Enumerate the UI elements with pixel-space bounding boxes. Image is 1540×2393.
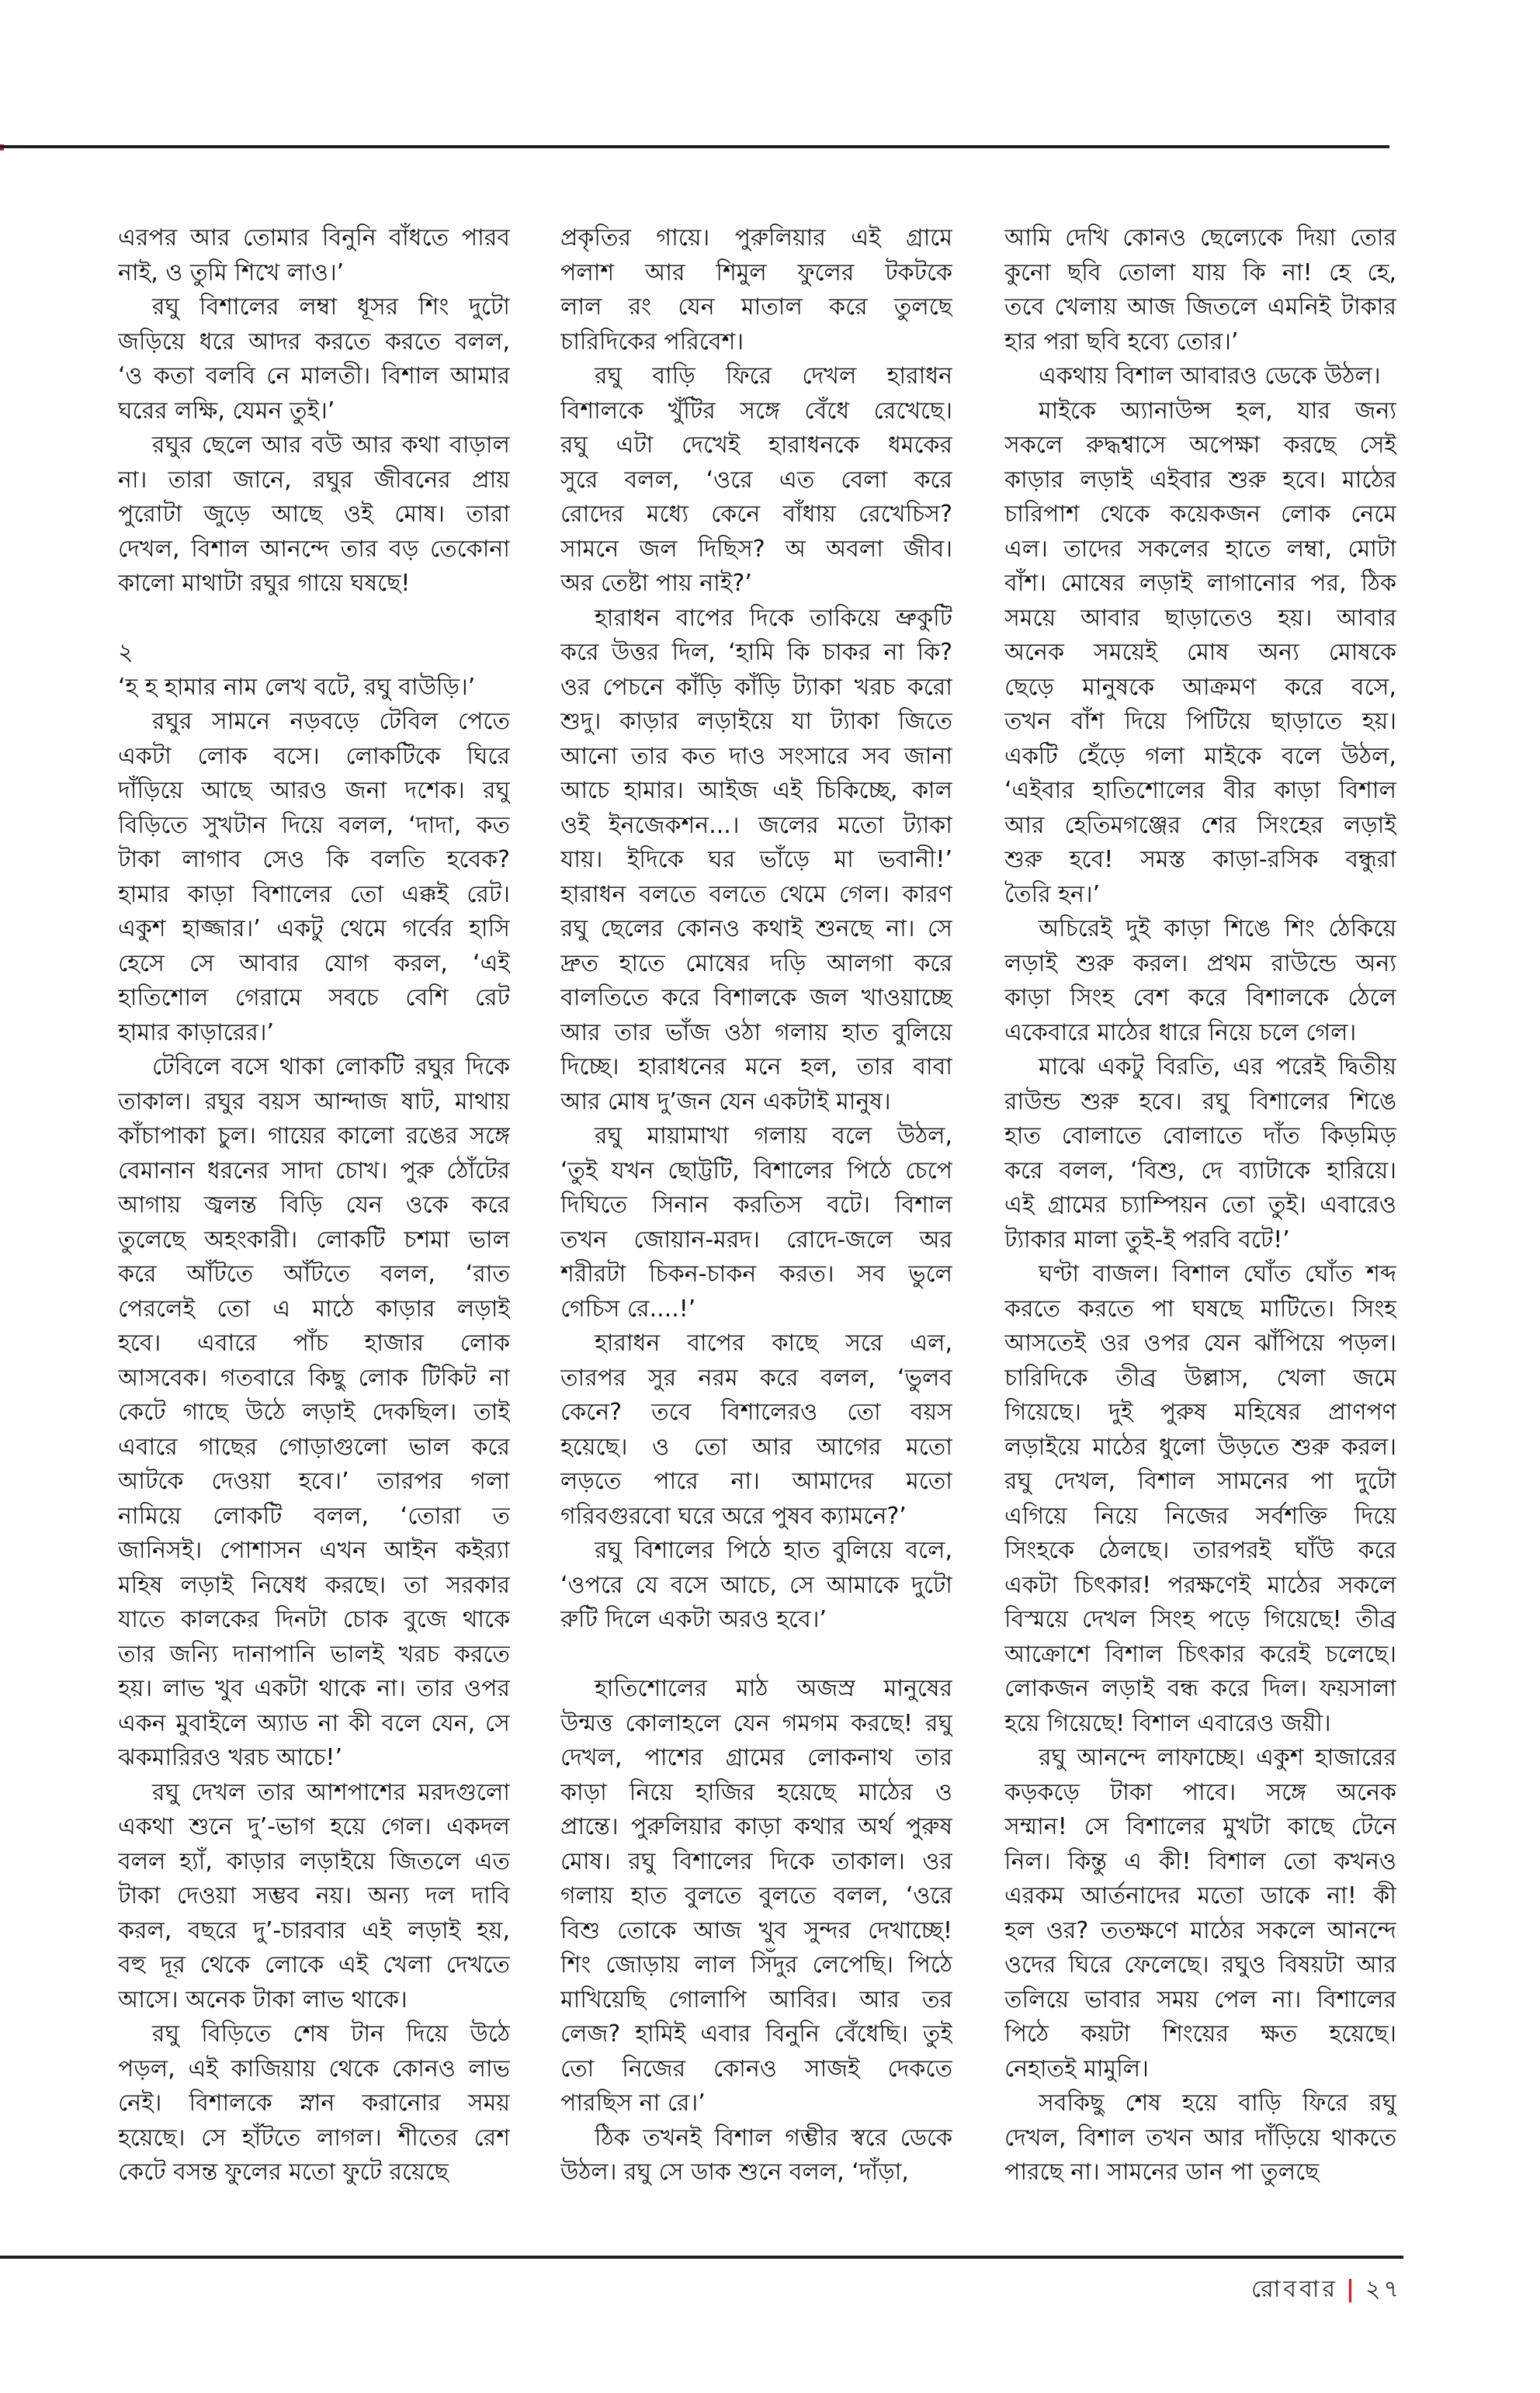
text-line: হামার কাড়া বিশালের তো এক্কই রেট। bbox=[118, 880, 510, 908]
text-line: আচে হামার। আইজ এই চিকিচ্ছে, কাল bbox=[560, 777, 952, 804]
text-line: পুরোটা জুড়ে আছে ওই মোষ। তারা bbox=[118, 501, 510, 528]
text-line: হয়ে গিয়েছে! বিশাল এবারেও জয়ী। bbox=[1004, 1709, 1331, 1737]
text-line: ওর পেচনে কাঁড়ি কাঁড়ি ট্যাকা খরচ করো bbox=[560, 673, 952, 701]
text-line: এল। তাদের সকলের হাতে লম্বা, মোটা bbox=[1004, 535, 1396, 563]
text-line: টাকা লাগাব সেও কি বলতি হবেক? bbox=[118, 846, 510, 873]
paragraph bbox=[1004, 1741, 1396, 2086]
text-line: লোকজন লড়াই বন্ধ করে দিল। ফয়সালা bbox=[1004, 1675, 1396, 1702]
text-line: চারিদিকে তীব্র উল্লাস, খেলা জমে bbox=[1004, 1364, 1396, 1392]
text-line: পেরলেই তো এ মাঠে কাড়ার লড়াই bbox=[118, 1295, 510, 1323]
text-line: তুলেছে অহংকারী। লোকটি চশমা ভাল bbox=[118, 1226, 510, 1254]
paragraph bbox=[118, 221, 510, 290]
paragraph bbox=[560, 1534, 952, 1638]
text-line: হারাধন বাপের দিকে তাকিয়ে ভ্রুকুটি bbox=[595, 604, 952, 632]
paragraph bbox=[1004, 394, 1396, 913]
paragraph bbox=[118, 1050, 510, 1776]
text-line: তারপর সুর নরম করে বলল, ‘ভুলব bbox=[560, 1364, 952, 1392]
text-line: টাকা দেওয়া সম্ভব নয়। অন্য দল দাবি bbox=[118, 1882, 510, 1909]
text-line: দাঁড়িয়ে আছে আরও জনা দশেক। রঘু bbox=[118, 777, 510, 804]
paragraph bbox=[118, 2017, 510, 2190]
text-line: নিল। কিন্তু এ কী! বিশাল তো কখনও bbox=[1004, 1847, 1396, 1875]
text-line: কড়কড়ে টাকা পাবে। সঙ্গে অনেক bbox=[1004, 1778, 1396, 1806]
text-line: কেটে গাছে উঠে লড়াই দেকছিল। তাই bbox=[118, 1399, 510, 1426]
text-line: প্রকৃতির গায়ে। পুরুলিয়ার এই গ্রামে bbox=[560, 224, 952, 251]
text-line: লড়াইয়ে মাঠের ধুলো উড়তে শুরু করল। bbox=[1004, 1433, 1396, 1461]
text-line: ‘হ হ হামার নাম লেখ বটে, রঘু বাউড়ি।’ bbox=[118, 673, 476, 701]
text-line: একথা শুনে দু’-ভাগ হয়ে গেল। একদল bbox=[118, 1813, 510, 1840]
text-line: হার পরা ছবি হব্যে তোর।’ bbox=[1004, 328, 1239, 355]
text-line: ঝকমারিরও খরচ আচে!’ bbox=[118, 1744, 342, 1771]
text-line: একুশ হাজ্জার।’ একটু থেমে গর্বের হাসি bbox=[118, 915, 510, 942]
text-line: ‘এইবার হাতিশোলের বীর কাড়া বিশাল bbox=[1004, 777, 1396, 804]
text-line: হবে। এবারে পাঁচ হাজার লোক bbox=[118, 1330, 510, 1357]
text-line: হামার কাড়ারের।’ bbox=[118, 1018, 274, 1046]
text-line: যায়। ইদিকে ঘর ভাঁড়ে মা ভবানী!’ bbox=[560, 846, 952, 873]
text-line: কাড়া নিয়ে হাজির হয়েছে মাঠের ও bbox=[560, 1778, 952, 1806]
paragraph bbox=[118, 290, 510, 428]
paragraph bbox=[1004, 1050, 1396, 1257]
text-line: মাঝে একটু বিরতি, এর পরেই দ্বিতীয় bbox=[1039, 1053, 1396, 1080]
text-line: আটকে দেওয়া হবে।’ তারপর গলা bbox=[118, 1468, 510, 1495]
page-number: ২৭ bbox=[1365, 2276, 1402, 2303]
text-line: নেহাতই মামুলি। bbox=[1004, 2055, 1149, 2083]
paragraph bbox=[1004, 359, 1396, 394]
text-line: পিঠে কয়টা শিংয়ের ক্ষত হয়েছে। bbox=[1004, 2020, 1396, 2048]
text-line: আর মোষ দু’জন যেন একটাই মানুষ। bbox=[560, 1087, 891, 1115]
text-line: রোদের মধ্যে কেনে বাঁধায় রেখেচিস? bbox=[560, 501, 952, 528]
article-column-2 bbox=[560, 221, 952, 2190]
text-line: মহিষ লড়াই নিষেধ করছে। তা সরকার bbox=[118, 1571, 510, 1599]
text-line: আক্রোশে বিশাল চিৎকার করেই চলেছে। bbox=[1004, 1640, 1396, 1668]
text-line: একন মুবাইলে অ্যাড না কী বলে যেন, সে bbox=[118, 1709, 510, 1737]
text-line: কেনে? তবে বিশালেরও তো বয়স bbox=[560, 1399, 952, 1426]
paragraph bbox=[118, 428, 510, 602]
paragraph bbox=[560, 1672, 952, 2121]
text-line: অনেক সময়েই মোষ অন্য মোষকে bbox=[1004, 639, 1396, 666]
paragraph bbox=[560, 1327, 952, 1534]
text-line: ট্যাকার মালা তুই-ই পরবি বটে!’ bbox=[1004, 1226, 1290, 1254]
text-line: পলাশ আর শিমুল ফুলের টকটকে bbox=[560, 258, 952, 286]
text-line bbox=[118, 602, 510, 636]
text-line: হাতিশোল গেরামে সবচে বেশি রেট bbox=[118, 984, 510, 1011]
text-line: আমি দেখি কোনও ছেল্যেকে দিয়া তোর bbox=[1004, 224, 1396, 251]
text-line: লড়তে পারে না। আমাদের মতো bbox=[560, 1468, 952, 1495]
text-line: টেবিলে বসে থাকা লোকটি রঘুর দিকে bbox=[152, 1053, 510, 1080]
text-line: গরিবগুরবো ঘরে অরে পুষব ক্যামনে?’ bbox=[560, 1502, 907, 1530]
text-line: রুটি দিলে একটা অরও হবে।’ bbox=[560, 1606, 827, 1633]
text-line: পারছে না। সামনের ডান পা তুলছে bbox=[1004, 2159, 1320, 2186]
paragraph bbox=[118, 636, 510, 671]
text-line: রাউন্ড শুরু হবে। রঘু বিশালের শিঙে bbox=[1004, 1087, 1396, 1115]
text-line: রঘু দেখল তার আশপাশের মরদগুলো bbox=[152, 1778, 510, 1806]
text-line: রঘু মায়ামাখা গলায় বলে উঠল, bbox=[595, 1122, 952, 1150]
text-line: ঘরের লক্ষি, যেমন তুই।’ bbox=[118, 397, 335, 425]
text-line: রঘু ছেলের কোনও কথাই শুনছে না। সে bbox=[560, 915, 952, 942]
magazine-name: রোববার bbox=[1251, 2276, 1339, 2303]
paragraph bbox=[118, 602, 510, 636]
text-line: রঘু আনন্দে লাফাচ্ছে। একুশ হাজারের bbox=[1039, 1744, 1396, 1771]
text-line: করে উত্তর দিল, ‘হামি কি চাকর না কি? bbox=[560, 639, 952, 666]
text-line: তখন জোয়ান-মরদ। রোদে-জলে অর bbox=[560, 1226, 952, 1254]
paragraph bbox=[1004, 221, 1396, 359]
text-line: একটা লোক বসে। লোকটিকে ঘিরে bbox=[118, 742, 510, 770]
text-line: দিঘিতে সিনান করতিস বটে। বিশাল bbox=[560, 1191, 952, 1219]
text-line: আসতেই ওর ওপর যেন ঝাঁপিয়ে পড়ল। bbox=[1004, 1330, 1396, 1357]
text-line: রঘু দেখল, বিশাল সামনের পা দুটো bbox=[1004, 1468, 1396, 1495]
text-line: তবে খেলায় আজ জিতলে এমনিই টাকার bbox=[1004, 293, 1396, 321]
text-line: শুরু হবে! সমস্ত কাড়া-রসিক বন্ধুরা bbox=[1004, 846, 1396, 873]
text-line: ঘণ্টা বাজল। বিশাল ঘোঁত ঘোঁত শব্দ bbox=[1039, 1261, 1396, 1288]
text-line: বলল হ্যাঁ, কাড়ার লড়াইয়ে জিতলে এত bbox=[118, 1847, 510, 1875]
text-line: রঘু বাড়ি ফিরে দেখল হারাধন bbox=[595, 362, 952, 390]
text-line: এবারে গাছের গোড়াগুলো ভাল করে bbox=[118, 1433, 510, 1461]
text-line: একটি হেঁড়ে গলা মাইকে বলে উঠল, bbox=[1004, 742, 1396, 770]
text-line: শরীরটা চিকন-চাকন করত। সব ভুলে bbox=[560, 1261, 952, 1288]
text-line: তখন বাঁশ দিয়ে পিটিয়ে ছাড়াতে হয়। bbox=[1004, 708, 1396, 735]
text-line: এগিয়ে নিয়ে নিজের সর্বশক্তি দিয়ে bbox=[1004, 1502, 1396, 1530]
text-line: জানিসই। পোশাসন এখন আইন কইর‍্যা bbox=[118, 1537, 510, 1564]
text-line: করল, বছরে দু’-চারবার এই লড়াই হয়, bbox=[118, 1916, 510, 1944]
footer-rule bbox=[0, 2256, 1403, 2259]
text-line: অচিরেই দুই কাড়া শিঙে শিং ঠেকিয়ে bbox=[1039, 915, 1396, 942]
text-line: আসে। অনেক টাকা লাভ থাকে। bbox=[118, 1985, 408, 2013]
text-line: প্রান্তে। পুরুলিয়ার কাড়া কথার অর্থ পুরুষ bbox=[560, 1813, 952, 1840]
text-line: রঘুর সামনে নড়বড়ে টেবিল পেতে bbox=[152, 708, 510, 735]
text-line: সুরে বলল, ‘ওরে এত বেলা করে bbox=[560, 466, 952, 494]
text-line: মাখিয়েছি গোলাপি আবির। আর তর bbox=[560, 1985, 952, 2013]
text-line: কাঁচাপাকা চুল। গায়ের কালো রঙের সঙ্গে bbox=[118, 1122, 510, 1150]
text-line: করতে করতে পা ঘষছে মাটিতে। সিংহ bbox=[1004, 1295, 1396, 1323]
text-line: তার জন্যি দানাপানি ভালই খরচ করতে bbox=[118, 1640, 510, 1668]
text-line: কেটে বসন্ত ফুলের মতো ফুটে রয়েছে bbox=[118, 2159, 449, 2186]
text-line: বিশু তোকে আজ খুব সুন্দর দেখাচ্ছে! bbox=[560, 1916, 952, 1944]
paragraph bbox=[1004, 912, 1396, 1050]
text-line: আগায় জ্বলন্ত বিড়ি যেন ওকে করে bbox=[118, 1191, 510, 1219]
text-line: নাই, ও তুমি শিখে লাও।’ bbox=[118, 258, 345, 286]
paragraph bbox=[560, 221, 952, 359]
text-line: একটা চিৎকার! পরক্ষণেই মাঠের সকলে bbox=[1004, 1571, 1396, 1599]
text-line: হারাধন বলতে বলতে থেমে গেল। কারণ bbox=[560, 880, 952, 908]
text-line: দেখল, বিশাল আনন্দে তার বড় তেকোনা bbox=[118, 535, 510, 563]
paragraph bbox=[560, 1638, 952, 1673]
text-line: ‘তুই যখন ছোট্টটি, বিশালের পিঠে চেপে bbox=[560, 1157, 952, 1184]
text-line: ‘ওপরে যে বসে আচে, সে আমাকে দুটো bbox=[560, 1571, 952, 1599]
text-line: কালো মাথাটা রঘুর গায়ে ঘষছে! bbox=[118, 570, 411, 597]
text-line: কাড়া সিংহ বেশ করে বিশালকে ঠেলে bbox=[1004, 984, 1396, 1011]
text-line: তো নিজের কোনও সাজই দেকতে bbox=[560, 2055, 952, 2083]
text-line: জড়িয়ে ধরে আদর করতে করতে বলল, bbox=[118, 328, 510, 355]
text-line: যাতে কালকের দিনটা চোক বুজে থাকে bbox=[118, 1606, 510, 1633]
text-line: ‘ও কতা বলবি নে মালতী। বিশাল আমার bbox=[118, 362, 510, 390]
text-line: বিড়িতে সুখটান দিয়ে বলল, ‘দাদা, কত bbox=[118, 811, 510, 839]
paragraph bbox=[560, 1119, 952, 1327]
text-line: আসবেক। গতবারে কিছু লোক টিকিট না bbox=[118, 1364, 510, 1392]
text-line: দেখল, পাশের গ্রামের লোকনাথ তার bbox=[560, 1744, 952, 1771]
text-line: বিস্ময়ে দেখল সিংহ পড়ে গিয়েছে! তীব্র bbox=[1004, 1606, 1396, 1633]
text-line: করে বলল, ‘বিশু, দে ব্যাটাকে হারিয়ে। bbox=[1004, 1157, 1396, 1184]
text-line: রঘুর ছেলে আর বউ আর কথা বাড়াল bbox=[152, 432, 510, 459]
paragraph bbox=[560, 2121, 952, 2190]
text-line: হাত বোলাতে বোলাতে দাঁত কিড়মিড় bbox=[1004, 1122, 1396, 1150]
text-line: সামনে জল দিছিস? অ অবলা জীব। bbox=[560, 535, 952, 563]
page-footer bbox=[1251, 2270, 1402, 2310]
article-column-1 bbox=[118, 221, 510, 2190]
text-line: সিংহকে ঠেলছে। তারপরই ঘাঁউ করে bbox=[1004, 1537, 1396, 1564]
text-line: বেমানান ধরনের সাদা চোখ। পুরু ঠোঁটের bbox=[118, 1157, 510, 1184]
text-line: এই গ্রামের চ্যাম্পিয়ন তো তুই। এবারেও bbox=[1004, 1191, 1396, 1219]
text-line: কাড়ার লড়াই এইবার শুরু হবে। মাঠের bbox=[1004, 466, 1396, 494]
text-line: চারিপাশ থেকে কয়েকজন লোক নেমে bbox=[1004, 501, 1396, 528]
text-line: দ্রুত হাতে মোষের দড়ি আলগা করে bbox=[560, 949, 952, 977]
text-line: মাইকে অ্যানাউন্স হল, যার জন্য bbox=[1039, 397, 1396, 425]
text-line: হারাধন বাপের কাছে সরে এল, bbox=[595, 1330, 952, 1357]
article-column-3 bbox=[1004, 221, 1396, 2190]
text-line: চারিদিকের পরিবেশ। bbox=[560, 328, 744, 355]
text-line: ছেড়ে মানুষকে আক্রমণ করে বসে, bbox=[1004, 673, 1396, 701]
paragraph bbox=[1004, 1257, 1396, 1741]
text-line: না। তারা জানে, রঘুর জীবনের প্রায় bbox=[118, 466, 510, 494]
text-line: ২ bbox=[118, 639, 134, 666]
text-line: একেবারে মাঠের ধারে নিয়ে চলে গেল। bbox=[1004, 1018, 1357, 1046]
header-rule bbox=[0, 145, 1389, 148]
text-line: ওই ইনজেকশন...। জলের মতো ট্যাকা bbox=[560, 811, 952, 839]
text-line: অর তেষ্টা পায় নাই?’ bbox=[560, 570, 752, 597]
text-line: বিশালকে খুঁটির সঙ্গে বেঁধে রেখেছে। bbox=[560, 397, 952, 425]
text-line: রঘু বিশালের পিঠে হাত বুলিয়ে বলে, bbox=[595, 1537, 952, 1564]
text-line: তলিয়ে ভাবার সময় পেল না। বিশালের bbox=[1004, 1985, 1396, 2013]
paragraph bbox=[118, 705, 510, 1050]
text-line: রঘু বিড়িতে শেষ টান দিয়ে উঠে bbox=[152, 2020, 510, 2048]
text-line: কুনো ছবি তোলা যায় কি না! হে হে, bbox=[1004, 258, 1396, 286]
text-line bbox=[560, 1638, 952, 1673]
footer-separator: | bbox=[1346, 2276, 1358, 2303]
text-line: নামিয়ে লোকটি বলল, ‘তোরা ত bbox=[118, 1502, 510, 1530]
text-line: দিচ্ছে। হারাধনের মনে হল, তার বাবা bbox=[560, 1053, 952, 1080]
paragraph bbox=[118, 671, 510, 706]
text-line: লাল রং যেন মাতাল করে তুলছে bbox=[560, 293, 952, 321]
text-line: উন্মত্ত কোলাহলে যেন গমগম করছে! রঘু bbox=[560, 1709, 952, 1737]
text-line: রঘু বিশালের লম্বা ধূসর শিং দুটো bbox=[152, 293, 510, 321]
text-line: এরপর আর তোমার বিনুনি বাঁধতে পারব bbox=[118, 224, 510, 251]
text-line: এরকম আর্তনাদের মতো ডাকে না! কী bbox=[1004, 1882, 1396, 1909]
text-line: সকলে রুদ্ধশ্বাসে অপেক্ষা করছে সেই bbox=[1004, 432, 1396, 459]
text-line: গলায় হাত বুলতে বুলতে বলল, ‘ওরে bbox=[560, 1882, 952, 1909]
text-line: হল ওর? ততক্ষণে মাঠের সকলে আনন্দে bbox=[1004, 1916, 1396, 1944]
text-line: শিং জোড়ায় লাল সিঁদুর লেপেছি। পিঠে bbox=[560, 1951, 952, 1979]
text-line: আর তার ভাঁজ ওঠা গলায় হাত বুলিয়ে bbox=[560, 1018, 952, 1046]
text-line: তাকাল। রঘুর বয়স আন্দাজ ষাট, মাথায় bbox=[118, 1087, 510, 1115]
text-line: হাতিশোলের মাঠ অজস্র মানুষের bbox=[595, 1675, 952, 1702]
text-line: হয়েছে। ও তো আর আগের মতো bbox=[560, 1433, 952, 1461]
text-line: সময়ে আবার ছাড়াতেও হয়। আবার bbox=[1004, 604, 1396, 632]
paragraph bbox=[1004, 2086, 1396, 2190]
text-line: লেজ? হামিই এবার বিনুনি বেঁধেছি। তুই bbox=[560, 2020, 952, 2048]
text-line: সবকিছু শেষ হয়ে বাড়ি ফিরে রঘু bbox=[1039, 2090, 1396, 2117]
text-line: বহু দূর থেকে লোকে এই খেলা দেখতে bbox=[118, 1951, 510, 1979]
text-line: হেসে সে আবার যোগ করল, ‘এই bbox=[118, 949, 510, 977]
text-line: পড়ল, এই কাজিয়ায় থেকে কোনও লাভ bbox=[118, 2055, 510, 2083]
text-line: ঠিক তখনই বিশাল গম্ভীর স্বরে ডেকে bbox=[595, 2124, 952, 2152]
text-line: উঠল। রঘু সে ডাক শুনে বলল, ‘দাঁড়া, bbox=[560, 2159, 909, 2186]
text-line: দেখল, বিশাল তখন আর দাঁড়িয়ে থাকতে bbox=[1004, 2124, 1396, 2152]
text-line: আনো তার কত দাও সংসারে সব জানা bbox=[560, 742, 952, 770]
text-line: সম্মান! সে বিশালের মুখটা কাছে টেনে bbox=[1004, 1813, 1396, 1840]
paragraph bbox=[118, 1776, 510, 2018]
text-line: গিয়েছে। দুই পুরুষ মহিষের প্রাণপণ bbox=[1004, 1399, 1396, 1426]
text-line: হয়। লাভ খুব একটা থাকে না। তার ওপর bbox=[118, 1675, 510, 1702]
text-line: শুদু। কাড়ার লড়াইয়ে যা ট্যাকা জিতে bbox=[560, 708, 952, 735]
text-line: বাঁশ। মোষের লড়াই লাগানোর পর, ঠিক bbox=[1004, 570, 1396, 597]
text-line: বালতিতে করে বিশালকে জল খাওয়াচ্ছে bbox=[560, 984, 952, 1011]
text-line: নেই। বিশালকে স্নান করানোর সময় bbox=[118, 2090, 510, 2117]
text-line: আর হেতিমগঞ্জের শের সিংহের লড়াই bbox=[1004, 811, 1396, 839]
text-line: করে আঁটতে আঁটতে বলল, ‘রাত bbox=[118, 1261, 510, 1288]
text-line: গেচিস রে....!’ bbox=[560, 1295, 696, 1323]
text-line: একথায় বিশাল আবারও ডেকে উঠল। bbox=[1039, 362, 1381, 390]
text-line: ওদের ঘিরে ফেলেছে। রঘুও বিষয়টা আর bbox=[1004, 1951, 1396, 1979]
text-line: পারছিস না রে।’ bbox=[560, 2090, 706, 2117]
text-line: তৈরি হন।’ bbox=[1004, 880, 1101, 908]
text-line: লড়াই শুরু করল। প্রথম রাউন্ডে অন্য bbox=[1004, 949, 1396, 977]
text-line: মোষ। রঘু বিশালের দিকে তাকাল। ওর bbox=[560, 1847, 952, 1875]
text-line: রঘু এটা দেখেই হারাধনকে ধমকের bbox=[560, 432, 952, 459]
text-line: হয়েছে। সে হাঁটতে লাগল। শীতের রেশ bbox=[118, 2124, 510, 2152]
paragraph bbox=[560, 602, 952, 1120]
paragraph bbox=[560, 359, 952, 602]
